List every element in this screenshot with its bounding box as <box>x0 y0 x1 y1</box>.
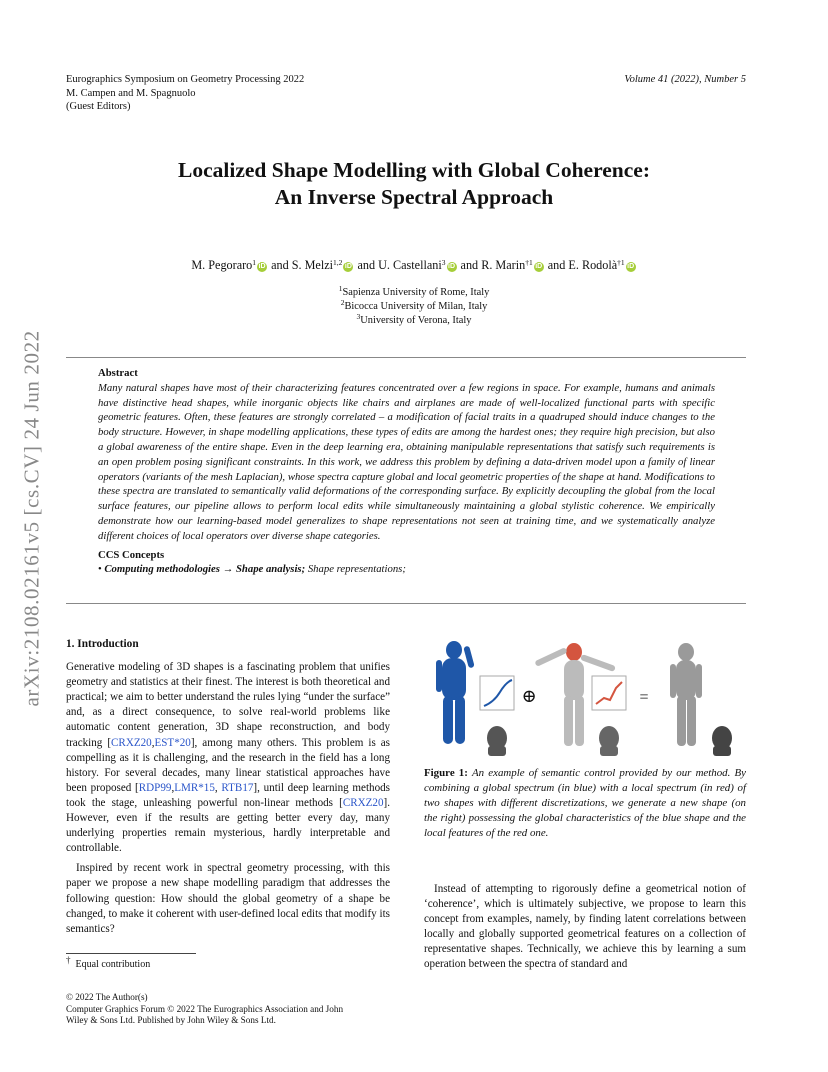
header-venue: Eurographics Symposium on Geometry Processing 2022 M. Campen and M. Spagnuolo (Guest Editors) <box>66 74 305 112</box>
head-bust <box>712 726 732 756</box>
ccs-concepts: • Computing methodologies → Shape analysis; Shape representations; <box>98 563 406 576</box>
abstract <box>98 366 715 577</box>
intro-paragraph: Instead of attempting to rigorously define a geometrical notion of ‘coherence’, which is ultimately subjective, we propose to learn this concept from examples, namely, by finding latent correlations between locally and globally supported geometrical features on a collection of representative shapes. Technically, we achieve this by learning a sum operation between the spectra of standard and <box>424 883 746 971</box>
orcid-icon[interactable]: iD <box>258 263 266 270</box>
teaser-figure <box>424 630 750 760</box>
citation-link[interactable]: EST*20 <box>154 736 191 749</box>
divider <box>66 357 746 358</box>
abstract-text: Many natural shapes have most of their characterizing features concentrated over a few regions in space. For example, humans and animals have distinctive head shapes, while inorganic objects like chairs and airplanes are made of well-localized functional parts with specific geometric features. Often, these features are strongly correlated – a modification of facial traits in a quadruped should induce changes to the body structure. However, in shape modelling applications, these types of edits are among the hardest ones; they require high precision, but also a global awareness of the entire shape. Even in the deep learning era, obtaining manipulable representations that satisfy such requirements is an open problem posing significant constraints. In this work, we address this problem by defining a data-driven model upon a family of linear operators (variants of the mesh Laplacian), whose spectra capture global and local geometric properties of the shape at hand. Modifications to these spectra are translated to semantically valid deformations of the corresponding surface. By explicitly decoupling the global from the local surface features, our pipeline allows to perform local edits while simultaneously maintaining a global stylistic coherence. We empirically demonstrate how our learning-based model generalizes to shape representations not seen at training time, and we systematically analyze different choices of local operators over diverse shape categories. <box>98 381 715 542</box>
left-column <box>66 637 390 937</box>
figure-caption-text: An example of semantic control provided by our method. By combining a global spectrum (in blue) with a local spectrum (in red) of two shapes with different discretizations, we generate a new shape (on the right) possessing the global characteristics of the blue shape and the local features of the red one. <box>424 767 746 839</box>
footnote-rule <box>66 953 196 954</box>
arxiv-identifier[interactable]: arXiv:2108.02161v5 [cs.CV] 24 Jun 2022 <box>19 330 44 707</box>
right-column <box>424 882 746 973</box>
orcid-icon[interactable]: iD <box>535 263 543 270</box>
local-spectrum-chart <box>592 676 626 710</box>
figure-caption <box>424 766 746 841</box>
equals-symbol: = <box>639 689 649 706</box>
citation-link[interactable]: RDP99 <box>138 781 172 794</box>
author-list: M. Pegoraro$^1$ iD and S. Melzi$^{1,2}$ iD and U. Castellani$^3$ iD and R. Marin$^{\dagger 1}$ iD and E. Rodolà$^{\dagger 1}$ iD <box>191 258 635 272</box>
global-spectrum-chart <box>480 676 514 710</box>
abstract-heading: Abstract <box>98 367 138 379</box>
intro-paragraph: Inspired by recent work in spectral geometry processing, with this paper we propose a new shape modelling paradigm that addresses the following question: How should the global geometry of a shape be changed, to make it coherent with user-defined local edits that modify its semantics? <box>66 862 390 935</box>
section-heading: 1. Introduction <box>66 638 139 650</box>
footnote: † Equal contribution <box>66 955 151 970</box>
orcid-icon[interactable]: iD <box>627 263 635 270</box>
orcid-icon[interactable]: iD <box>448 263 455 270</box>
citation-link[interactable]: RTB17 <box>221 781 254 794</box>
affiliations: $^1$Sapienza University of Rome, Italy $^2$Bicocca University of Milan, Italy $^3$University of Verona, Italy <box>338 284 490 326</box>
intro-paragraph: Generative modeling of 3D shapes is a fascinating problem that unifies geometry and statistics at their finest. The interest is both theoretical and practical; we aim to better understand the rules lying “under the surface” and, as a direct consequence, to solve real-world problems like automatic content generation, 3D shape reconstruction, and body tracking [CRXZ20,EST*20], among many others. This problem is as compelling as it is challenging, and the research in the field has a long history. For several decades, many linear statistical approaches have been proposed [RDP99,LMR*15, RTB17], until deep learning methods took the stage, unleashing powerful non-linear methods [CRXZ20]. However, even if the results are getting better every day, many underlying properties remain mysterious, hardly interpretable and controllable. <box>66 661 390 855</box>
header-volume: Volume 41 (2022), Number 5 <box>624 74 746 85</box>
citation-link[interactable]: CRXZ20 <box>111 736 152 749</box>
result-shape <box>670 643 702 746</box>
divider <box>66 603 746 604</box>
orcid-icon[interactable]: iD <box>344 263 352 270</box>
citation-link[interactable]: CRXZ20 <box>342 796 384 809</box>
head-bust <box>487 726 507 756</box>
figure-illustration <box>424 630 750 760</box>
head-bust <box>599 726 619 756</box>
copyright: © 2022 The Author(s) Computer Graphics Forum © 2022 The Eurographics Association and John Wiley & Sons Ltd. Published by John Wiley & Sons Ltd. <box>66 992 344 1025</box>
ccs-heading: CCS Concepts <box>98 548 165 561</box>
citation-link[interactable]: LMR*15 <box>174 781 215 794</box>
paper-title: Localized Shape Modelling with Global Coherence: An Inverse Spectral Approach <box>177 158 650 209</box>
figure-label: Figure 1: <box>424 767 468 779</box>
plus-symbol: ⊕ <box>521 686 537 706</box>
global-shape <box>436 641 475 744</box>
